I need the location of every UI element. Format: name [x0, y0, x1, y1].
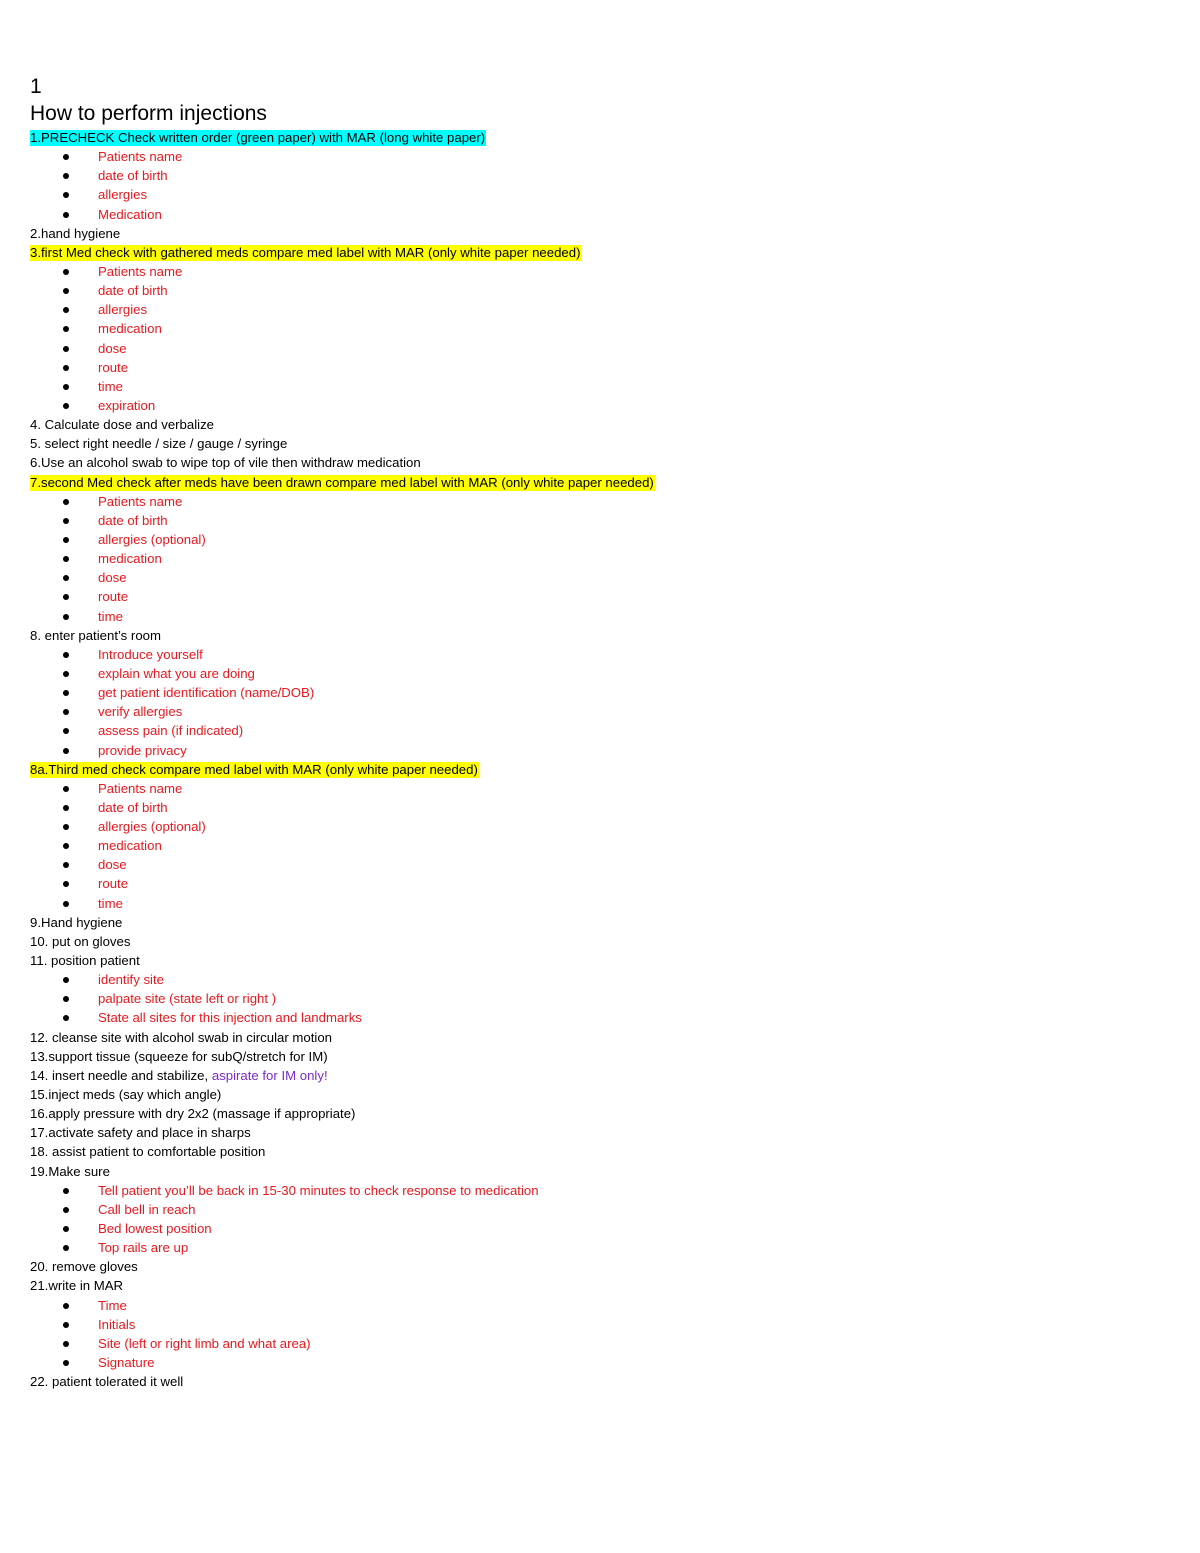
bullet-item: Bed lowest position — [30, 1219, 1170, 1238]
bullet-item: Medication — [30, 205, 1170, 224]
bullet-item: Introduce yourself — [30, 645, 1170, 664]
step-6 — [30, 453, 1170, 472]
step-text: 7.second Med check after meds have been drawn compare med label with MAR (only white paper needed) — [30, 474, 654, 490]
step-8-bullets — [30, 645, 1170, 760]
bullet-item: allergies (optional) — [30, 530, 1170, 549]
bullet-item: medication — [30, 549, 1170, 568]
step-16 — [30, 1085, 1170, 1104]
bullet-item: Patients name — [30, 147, 1170, 166]
step-5 — [30, 434, 1170, 453]
aspirate-note: aspirate for IM only! — [211, 1067, 328, 1083]
step-text: 22. patient tolerated it well — [30, 1374, 184, 1390]
step-text: 10. put on gloves — [30, 933, 131, 949]
bullet-item: route — [30, 874, 1170, 893]
bullet-item: expiration — [30, 396, 1170, 415]
bullet-item: provide privacy — [30, 741, 1170, 760]
step-text: 3.first Med check with gathered meds compare med label with MAR (only white paper needed) — [30, 244, 581, 260]
step-text: 20. remove gloves — [30, 1259, 138, 1275]
bullet-item: Site (left or right limb and what area) — [30, 1334, 1170, 1353]
bullet-item: time — [30, 894, 1170, 913]
step-14 — [30, 1047, 1170, 1066]
step-15 — [30, 1066, 1170, 1085]
step-text: 16.apply pressure with dry 2x2 (massage if appropriate) — [30, 1106, 356, 1122]
step-11 — [30, 932, 1170, 951]
bullet-item: allergies — [30, 185, 1170, 204]
step-13 — [30, 1028, 1170, 1047]
bullet-item: medication — [30, 836, 1170, 855]
step-text: 6.Use an alcohol swab to wipe top of vile then withdraw medication — [30, 455, 421, 471]
bullet-item: Patients name — [30, 492, 1170, 511]
step-7 — [30, 473, 1170, 492]
step-12-bullets — [30, 970, 1170, 1027]
step-text: 12. cleanse site with alcohol swab in circular motion — [30, 1029, 332, 1045]
bullet-item: assess pain (if indicated) — [30, 721, 1170, 740]
bullet-item: Call bell in reach — [30, 1200, 1170, 1219]
bullet-item: date of birth — [30, 281, 1170, 300]
bullet-item: date of birth — [30, 798, 1170, 817]
step-8 — [30, 626, 1170, 645]
step-text: 2.hand hygiene — [30, 225, 121, 241]
bullet-item: time — [30, 377, 1170, 396]
step-10 — [30, 913, 1170, 932]
step-text: 8a.Third med check compare med label with MAR (only white paper needed) — [30, 761, 478, 777]
step-3 — [30, 243, 1170, 262]
step-21 — [30, 1257, 1170, 1276]
step-text: 21.write in MAR — [30, 1278, 124, 1294]
step-text: 4. Calculate dose and verbalize — [30, 417, 215, 433]
bullet-item: time — [30, 607, 1170, 626]
step-text: 1.PRECHECK Check written order (green paper) with MAR (long white paper) — [30, 130, 486, 145]
step-22-bullets — [30, 1296, 1170, 1373]
bullet-item: Top rails are up — [30, 1238, 1170, 1257]
page-number: 1 — [30, 75, 42, 98]
step-9 — [30, 760, 1170, 779]
bullet-item: get patient identification (name/DOB) — [30, 683, 1170, 702]
bullet-item: Signature — [30, 1353, 1170, 1372]
bullet-item: allergies (optional) — [30, 817, 1170, 836]
step-2 — [30, 224, 1170, 243]
bullet-item: allergies — [30, 300, 1170, 319]
step-19 — [30, 1142, 1170, 1161]
bullet-item: verify allergies — [30, 702, 1170, 721]
bullet-item: State all sites for this injection and landmarks — [30, 1008, 1170, 1027]
step-3-bullets — [30, 262, 1170, 415]
document-page — [30, 74, 1170, 1391]
document-title: How to perform injections — [30, 102, 267, 125]
step-12 — [30, 951, 1170, 970]
step-18 — [30, 1123, 1170, 1142]
bullet-item: route — [30, 358, 1170, 377]
step-17 — [30, 1104, 1170, 1123]
step-text: 14. insert needle and stabilize, — [30, 1067, 212, 1083]
step-4 — [30, 415, 1170, 434]
step-1 — [30, 128, 1170, 147]
bullet-item: date of birth — [30, 166, 1170, 185]
bullet-item: Patients name — [30, 779, 1170, 798]
step-7-bullets — [30, 492, 1170, 626]
step-text: 8. enter patient’s room — [30, 627, 161, 643]
step-1-bullets — [30, 147, 1170, 224]
step-text: 17.activate safety and place in sharps — [30, 1125, 251, 1141]
bullet-item: explain what you are doing — [30, 664, 1170, 683]
step-23 — [30, 1372, 1170, 1391]
bullet-item: date of birth — [30, 511, 1170, 530]
bullet-item: palpate site (state left or right ) — [30, 989, 1170, 1008]
bullet-item: dose — [30, 855, 1170, 874]
step-text: 13.support tissue (squeeze for subQ/stretch for IM) — [30, 1048, 328, 1064]
bullet-item: Initials — [30, 1315, 1170, 1334]
step-text: 15.inject meds (say which angle) — [30, 1087, 222, 1103]
step-text: 19.Make sure — [30, 1163, 110, 1179]
step-20 — [30, 1162, 1170, 1181]
bullet-item: dose — [30, 339, 1170, 358]
step-9-bullets — [30, 779, 1170, 913]
steps-list — [30, 128, 1170, 1391]
bullet-item: Tell patient you’ll be back in 15-30 minutes to check response to medication — [30, 1181, 1170, 1200]
step-text: 18. assist patient to comfortable position — [30, 1144, 266, 1160]
step-text: 9.Hand hygiene — [30, 914, 123, 930]
bullet-item: identify site — [30, 970, 1170, 989]
bullet-item: medication — [30, 319, 1170, 338]
bullet-item: dose — [30, 568, 1170, 587]
step-text: 11. position patient — [30, 953, 140, 969]
bullet-item: route — [30, 587, 1170, 606]
bullet-item: Patients name — [30, 262, 1170, 281]
step-20-bullets — [30, 1181, 1170, 1258]
step-text: 5. select right needle / size / gauge / syringe — [30, 436, 288, 452]
step-22 — [30, 1276, 1170, 1295]
bullet-item: Time — [30, 1296, 1170, 1315]
